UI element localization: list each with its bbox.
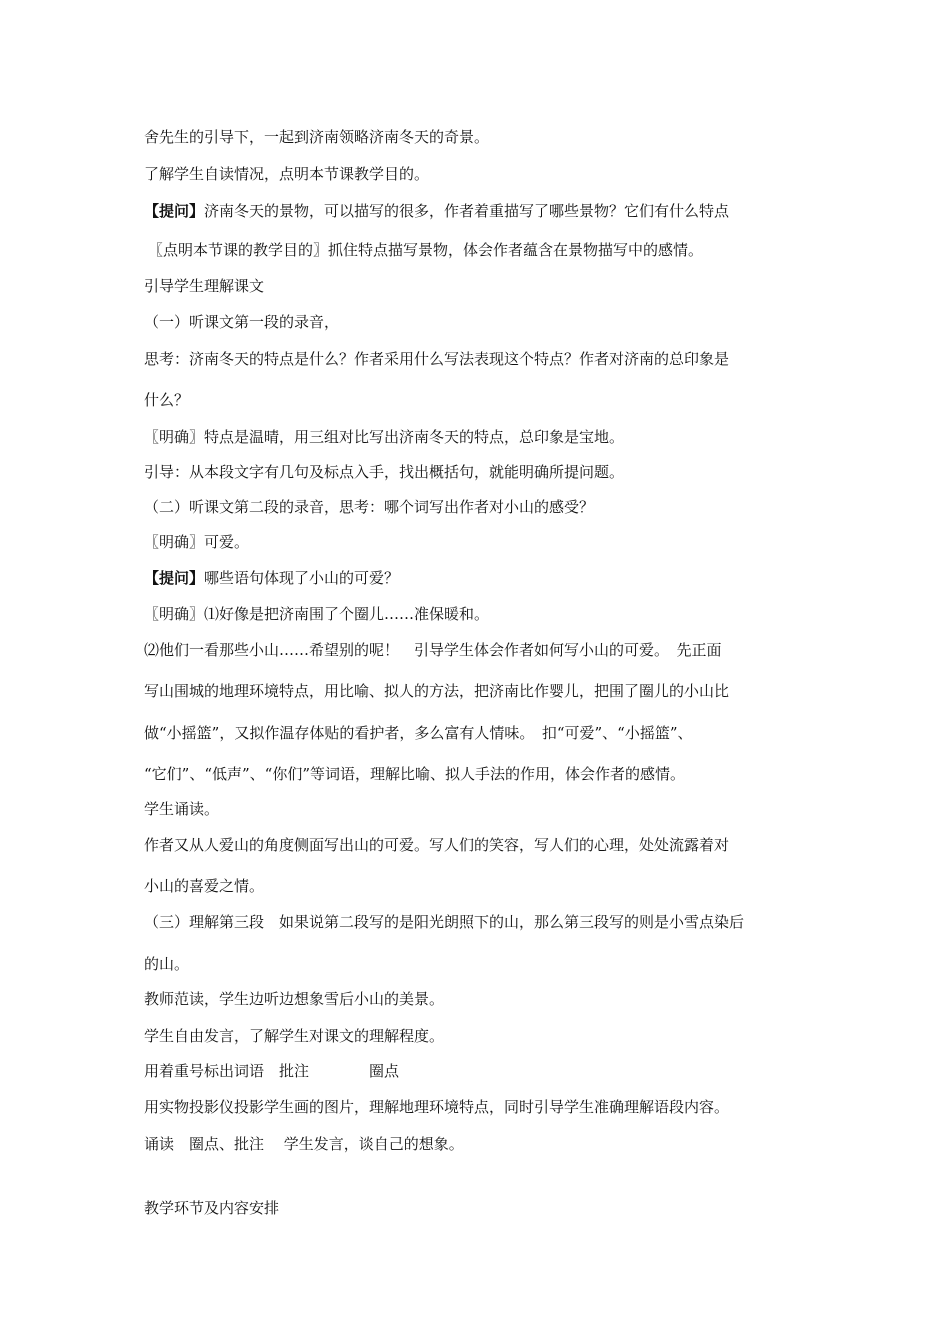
text-line-16: 写山围城的地理环境特点，用比喻、拟人的方法，把济南比作婴儿，把围了圈儿的小山比 <box>144 682 730 700</box>
text-line-20: 作者又从人爱山的角度侧面写出山的可爱。写人们的笑容，写人们的心理，处处流露着对 <box>144 836 730 854</box>
question-text: 哪些语句体现了小山的可爱？ <box>204 569 400 587</box>
text-line-27: 用实物投影仪投影学生画的图片，理解地理环境特点，同时引导学生准确理解语段内容。 <box>144 1098 730 1116</box>
text-line-7: 思考：济南冬天的特点是什么？作者采用什么写法表现这个特点？作者对济南的总印象是 <box>144 350 730 368</box>
text-line-23: 的山。 <box>144 955 190 973</box>
text-line-18: “它们”、“低声”、“你们”等词语，理解比喻、拟人手法的作用，体会作者的感情。 <box>144 765 686 783</box>
text-line-17: 做“小摇篮”，又拟作温存体贴的看护者，多么富有人情味。 扣“可爱”、“小摇篮”、 <box>144 724 693 742</box>
question-tag: 【提问】 <box>144 569 205 587</box>
text-line-13 <box>144 568 824 588</box>
text-line-26: 用着重号标出词语 批注 圈点 <box>144 1062 400 1080</box>
text-line-22: （三）理解第三段 如果说第二段写的是阳光朗照下的山，那么第三段写的则是小雪点染后 <box>144 913 745 931</box>
text-line-12: 〖明确〗可爱。 <box>144 533 250 551</box>
text-line-10: 引导：从本段文字有几句及标点入手，找出概括句，就能明确所提问题。 <box>144 463 625 481</box>
text-line-5: 引导学生理解课文 <box>144 277 265 295</box>
question-text: 济南冬天的景物，可以描写的很多，作者着重描写了哪些景物？它们有什么特点 <box>204 202 730 220</box>
text-line-2: 了解学生自读情况，点明本节课教学目的。 <box>144 165 430 183</box>
text-line-4: 〖点明本节课的教学目的〗抓住特点描写景物，体会作者蕴含在景物描写中的感情。 <box>148 241 704 259</box>
text-line-3 <box>144 201 824 221</box>
text-line-14: 〖明确〗⑴好像是把济南围了个圈儿……准保暖和。 <box>144 605 490 623</box>
text-line-8: 什么？ <box>144 391 190 409</box>
text-line-21: 小山的喜爱之情。 <box>144 877 265 895</box>
text-line-1: 舍先生的引导下，一起到济南领略济南冬天的奇景。 <box>144 128 490 146</box>
text-line-24: 教师范读，学生边听边想象雪后小山的美景。 <box>144 990 445 1008</box>
text-line-19: 学生诵读。 <box>144 800 220 818</box>
text-line-6: （一）听课文第一段的录音， <box>144 313 340 331</box>
text-line-25: 学生自由发言，了解学生对课文的理解程度。 <box>144 1027 445 1045</box>
question-tag: 【提问】 <box>144 202 205 220</box>
text-line-11: （二）听课文第二段的录音，思考：哪个词写出作者对小山的感受？ <box>144 498 595 516</box>
text-line-15: ⑵他们一看那些小山……希望别的呢！ 引导学生体会作者如何写小山的可爱。 先正面 <box>144 641 722 659</box>
text-line-9: 〖明确〗特点是温晴，用三组对比写出济南冬天的特点，总印象是宝地。 <box>144 428 625 446</box>
text-line-28: 诵读 圈点、批注 学生发言，谈自己的想象。 <box>144 1135 464 1153</box>
section-heading: 教学环节及内容安排 <box>144 1199 280 1217</box>
